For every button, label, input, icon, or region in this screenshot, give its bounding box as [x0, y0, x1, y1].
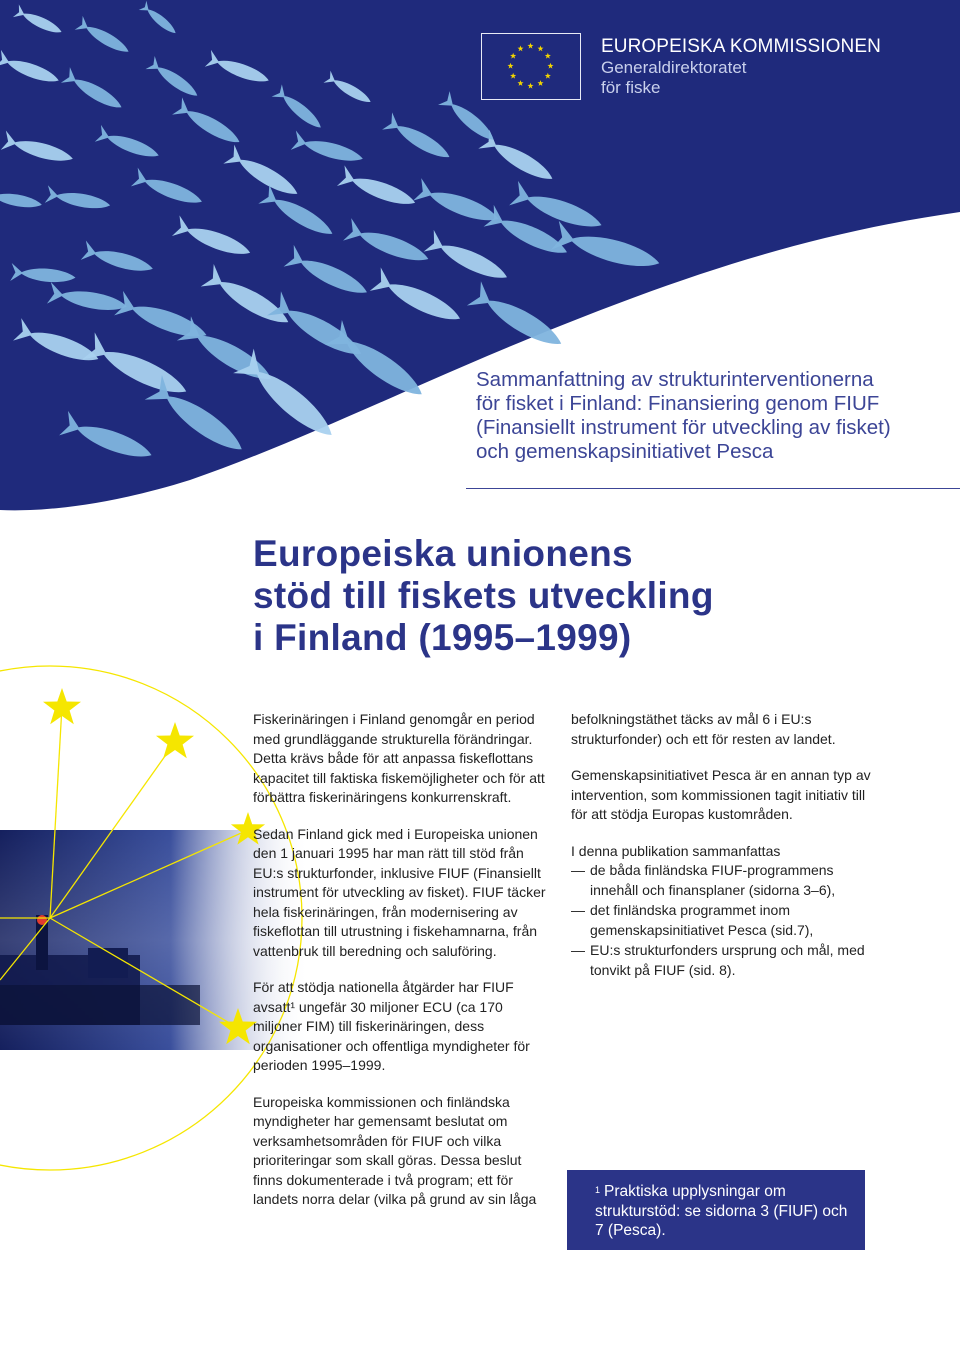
title-line: stöd till fiskets utveckling [253, 575, 714, 616]
directorate-line-2: för fiske [601, 78, 661, 97]
list-item [571, 901, 871, 940]
paragraph: Europeiska kommissionen och finländska myndigheter har gemensamt beslutat om verksamhetsområden för FIUF och vilka prioriteringar som skall göras. Dessa beslut finns dokumenterade i två program; ett för landets norra delar (vilka på grund av sin låga [253, 1093, 537, 1207]
list-item [571, 861, 871, 900]
paragraph: Fiskerinäringen i Finland genomgår en period med grundläggande strukturella förändringar. Detta krävs både för att anpassa fiskeflottans kapacitet till faktiska fiskemöjligheter och för att förbättra fiskerinäringens konkurrenskraft. [253, 711, 545, 805]
dash: — [571, 862, 585, 878]
star-icon [43, 688, 81, 724]
subtitle-line: för fisket i Finland: Finansiering genom FIUF [476, 392, 880, 415]
directorate-line-1: Generaldirektoratet [601, 58, 747, 77]
contents-list [571, 861, 871, 980]
title-line: i Finland (1995–1999) [253, 617, 632, 658]
footnote-box [567, 1170, 865, 1250]
title-line: Europeiska unionens [253, 533, 633, 574]
star-icon [156, 722, 194, 758]
eu-stars-ring [482, 34, 579, 98]
subtitle-line: och gemenskapsinitiativet Pesca [476, 440, 774, 463]
subtitle [476, 368, 946, 464]
list-item-text: det finländska programmet inom gemenskapsinitiativet Pesca (sid.7), [590, 902, 814, 938]
paragraph: Gemenskapsinitiativet Pesca är en annan typ av intervention, som kommissionen tagit initiativ till för att stödja Europas kustområden. [571, 767, 871, 822]
eu-flag-icon [481, 33, 581, 100]
paragraph: För att stödja nationella åtgärder har FIUF avsatt¹ ungefär 30 miljoner ECU (ca 170 miljoner FIM) till fiskerinäringen, dess organisationer och offentliga myndigheter för perioden 1995–1999. [253, 979, 530, 1073]
list-intro: I denna publikation sammanfattas [571, 842, 781, 859]
paragraph: befolkningstäthet täcks av mål 6 i EU:s strukturfonder) och ett för resten av landet. [571, 711, 836, 747]
organisation-block [601, 36, 941, 98]
dash: — [571, 902, 585, 918]
paragraph: Sedan Finland gick med i Europeiska unionen den 1 januari 1995 har man rätt till stöd från EU:s strukturfonder, inklusive FIUF (Finansiellt instrument för utveckling av fisket). FIUF täcker hela fiskerinäringen, från modernisering av fiskeflottan till utrustning i fiskehamnarna, från vattenbruk till beredning och saluföring. [253, 825, 546, 959]
organisation-name: EUROPEISKA KOMMISSIONEN [601, 36, 881, 57]
footnote-text: Praktiska upplysningar om strukturstöd: se sidorna 3 (FIUF) och 7 (Pesca). [595, 1183, 848, 1239]
subtitle-rule [466, 488, 960, 489]
dash: — [571, 942, 585, 958]
subtitle-line: Sammanfattning av strukturinterventionerna [476, 368, 874, 391]
list-item [571, 941, 871, 980]
list-item-text: de båda finländska FIUF-programmens innehåll och finansplaner (sidorna 3–6), [590, 862, 836, 898]
list-item-text: EU:s strukturfonders ursprung och mål, med tonvikt på FIUF (sid. 8). [590, 942, 865, 978]
footnote-mark: 1 [595, 1185, 601, 1195]
body-column-left [253, 710, 553, 1227]
page-title [253, 533, 853, 659]
body-column-right [571, 710, 871, 981]
subtitle-line: (Finansiellt instrument för utveckling av fisket) [476, 416, 891, 439]
